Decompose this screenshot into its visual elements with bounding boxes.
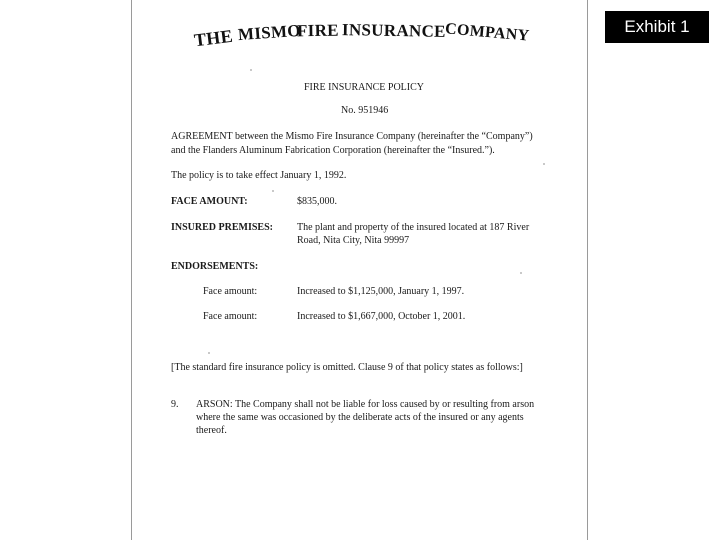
company-title-word: MISMO [237, 20, 302, 45]
face-amount-value: $835,000. [297, 196, 337, 207]
clause-line: where the same was occasioned by the deliberate acts of the insured or any agents [196, 412, 524, 423]
scan-speck [208, 352, 210, 354]
endorsement-value: Increased to $1,125,000, January 1, 1997. [297, 286, 465, 297]
exhibit-badge: Exhibit 1 [605, 11, 709, 43]
insured-premises-line: Road, Nita City, Nita 99997 [297, 235, 410, 246]
scan-speck [272, 190, 274, 192]
endorsement-value: Increased to $1,667,000, October 1, 2001. [297, 311, 466, 322]
endorsement-label: Face amount: [203, 286, 258, 297]
company-title-word: THE [192, 25, 234, 51]
face-amount-label: FACE AMOUNT: [171, 196, 248, 207]
insured-premises-line: The plant and property of the insured located at 187 River [297, 222, 530, 233]
endorsements-label: ENDORSEMENTS: [171, 261, 259, 272]
clause-number: 9. [171, 399, 179, 410]
clause-line: thereof. [196, 425, 227, 436]
company-title-word: FIRE [296, 20, 339, 41]
effective-date-text: The policy is to take effect January 1, 1992. [171, 170, 347, 181]
scan-speck [520, 272, 522, 274]
company-title-word: INSURANCE [341, 20, 446, 41]
policy-heading: FIRE INSURANCE POLICY [304, 82, 425, 93]
clause-line: ARSON: The Company shall not be liable for loss caused by or resulting from arson [196, 399, 535, 410]
scan-speck [250, 69, 252, 71]
agreement-line: and the Flanders Aluminum Fabrication Corporation (hereinafter the “Insured.”). [171, 145, 495, 156]
insured-premises-label: INSURED PREMISES: [171, 222, 273, 233]
agreement-line: AGREEMENT between the Mismo Fire Insurance Company (hereinafter the “Company”) [171, 131, 533, 142]
endorsement-label: Face amount: [203, 311, 258, 322]
policy-number: No. 951946 [341, 105, 389, 116]
company-title-word: COMPANY [444, 20, 531, 45]
scan-speck [543, 163, 545, 165]
omitted-policy-note: [The standard fire insurance policy is omitted. Clause 9 of that policy states as follows:] [171, 362, 523, 373]
company-title [192, 20, 537, 51]
